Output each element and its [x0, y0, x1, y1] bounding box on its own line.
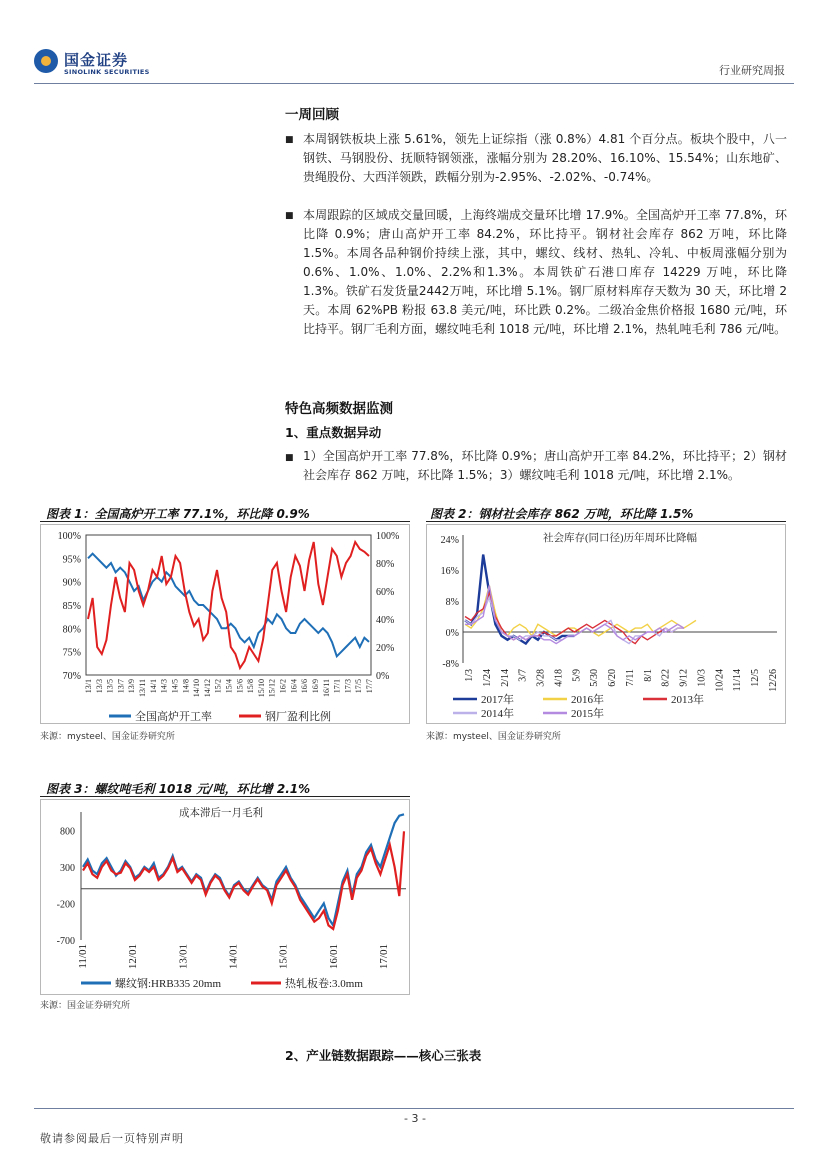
chart2-legend-label: 2017年 [481, 694, 514, 706]
chart2-x-tick: 1/3 [464, 669, 475, 682]
chart2-x-tick: 2/14 [499, 669, 511, 687]
chart1-y-left-tick: 85% [62, 601, 81, 612]
chart3-x-tick: 13/01 [177, 944, 190, 970]
monitor-bullet-text: 1）全国高炉开工率 77.8%，环比降 0.9%；唐山高炉开工率 84.2%，环比持平；2）钢材社会库存 862 万吨，环比降 1.5%；3）螺纹吨毛利 1018 元/吨，环比增 2.1%。 [303, 449, 787, 482]
chart1-x-tick: 13/3 [94, 679, 104, 694]
figure-3-source: 来源：国金证券研究所 [40, 1001, 131, 1011]
chart1-x-tick: 13/11 [138, 679, 148, 697]
chart1-x-tick: 15/2 [213, 679, 223, 694]
chart2-x-tick: 7/11 [624, 669, 636, 687]
chart1-series-line-0 [88, 554, 369, 657]
chart1-y-right-tick: 40% [376, 615, 395, 626]
chart3-x-tick: 11/01 [77, 944, 89, 969]
chart2-x-tick: 8/1 [642, 669, 654, 682]
section-title-monitor: 特色高频数据监测 [285, 401, 393, 417]
figure-1-source: 来源：mysteel、国金证券研究所 [40, 732, 175, 742]
section-title-review: 一周回顾 [285, 107, 339, 123]
chart1-x-tick: 14/1 [148, 679, 158, 694]
chart2-x-tick: 12/5 [750, 669, 762, 687]
chart2-x-tick: 5/30 [589, 669, 601, 687]
chart3-y-tick: 300 [60, 862, 75, 874]
chart2-series-line-4 [465, 586, 684, 644]
chart3-y-tick: 800 [60, 826, 75, 838]
chart3-x-tick: 14/01 [227, 944, 240, 970]
figure-1-rule [40, 521, 410, 522]
chart3-title: 成本滞后一月毛利 [179, 808, 263, 819]
chart2-y-tick: 24% [440, 535, 459, 546]
chart1-x-tick: 15/8 [246, 679, 256, 694]
chart1-x-tick: 14/8 [181, 679, 191, 694]
chart3-x-tick: 17/01 [378, 944, 390, 970]
chart2-legend-label: 2014年 [481, 708, 514, 720]
review-paragraph-2: 本周跟踪的区域成交量回暖，上海终端成交量环比增 17.9%。全国高炉开工率 77.8%，环比降 0.9%；唐山高炉开工率 84.2%，环比持平。钢材社会库存 862 万吨，环比降 1.5%。本周各品种钢价持续上涨，其中，螺纹、线材、热轧、冷轧、中板周涨幅分别为 0.6%、1.0%、1.0%、2.2%和1.3%。本周铁矿石港口库存 14229 万吨，环比降 1.3%。铁矿石发货量2442万吨，环比增 5.1%。钢厂原材料库存天数为 30 天，环比增 2 天。本周 62%PB 粉报 63.8 美元/吨，环比跌 0.2%。二级冶金焦价格报 1680 元/吨，环比持平。钢厂毛利方面，螺纹吨毛利 1018 元/吨，环比增 2.1%，热轧吨毛利 786 元/吨。 [303, 208, 787, 336]
chart2-x-tick: 3/7 [517, 669, 529, 682]
chart1-y-right-tick: 0% [376, 671, 390, 682]
chart2-legend-label: 2016年 [571, 694, 604, 706]
chart1-x-tick: 16/9 [310, 679, 320, 694]
chart1-x-tick: 17/5 [354, 679, 364, 694]
chart2-x-tick: 3/28 [535, 669, 547, 687]
chart2-y-tick: -8% [442, 659, 459, 670]
chart1-y-left-tick: 90% [62, 577, 81, 589]
chart1-y-right-tick: 60% [376, 587, 395, 598]
chart1-legend-label: 钢厂盈利比例 [265, 711, 331, 723]
report-type: 行业研究周报 [719, 64, 785, 77]
chart2-x-tick: 11/14 [732, 669, 744, 692]
chart1-y-left-tick: 80% [62, 624, 81, 636]
chart2-x-tick: 5/9 [571, 669, 583, 682]
chart3-x-tick: 16/01 [327, 944, 340, 970]
figure-2-rule [426, 521, 786, 522]
chart1-x-tick: 15/12 [267, 679, 277, 698]
header-divider [34, 83, 794, 84]
chart2-x-tick: 9/12 [678, 669, 690, 687]
section-title-chain: 2、产业链数据跟踪——核心三张表 [285, 1048, 482, 1063]
chart1-x-tick: 13/9 [127, 679, 137, 694]
chart2-title: 社会库存(同口径)历年周环比降幅 [543, 533, 697, 544]
chart2-x-tick: 6/20 [607, 669, 619, 687]
chart2-series-line-0 [465, 555, 574, 644]
chart1-x-tick: 16/4 [289, 679, 299, 694]
chart2-x-tick: 4/18 [553, 669, 565, 687]
chart1-y-left-tick: 75% [62, 647, 81, 659]
chart1-series-line-1 [88, 542, 369, 668]
chart3-series-line-1 [83, 831, 404, 929]
chart1-y-left-tick: 95% [62, 554, 81, 566]
chart1-x-tick: 15/6 [235, 679, 245, 694]
brand-name-cn: 国金证券 [64, 51, 129, 69]
footer-disclaimer: 敬请参阅最后一页特别声明 [40, 1132, 184, 1145]
chart1-x-tick: 13/7 [116, 679, 126, 694]
chart3-legend-label: 热轧板卷:3.0mm [285, 978, 363, 990]
subsection-title-key-data: 1、重点数据异动 [285, 425, 382, 440]
company-logo-icon [34, 49, 58, 73]
figure-2-chart [426, 524, 786, 724]
chart1-x-tick: 14/10 [192, 679, 202, 698]
chart2-x-tick: 8/22 [660, 669, 672, 687]
chart3-y-tick: -700 [56, 936, 75, 947]
brand-name-en: SINOLINK SECURITIES [64, 68, 150, 76]
chart2-x-tick: 10/3 [696, 669, 708, 687]
chart2-legend-label: 2015年 [571, 708, 604, 720]
chart1-x-tick: 15/4 [224, 679, 234, 694]
page-number: - 3 - [404, 1112, 426, 1125]
figure-1-svg [41, 525, 409, 723]
chart1-y-right-tick: 20% [376, 643, 395, 654]
figure-2-source: 来源：mysteel、国金证券研究所 [426, 732, 561, 742]
chart1-x-tick: 16/6 [300, 679, 310, 694]
figure-2-title: 图表 2：钢材社会库存 862 万吨，环比降 1.5% [430, 507, 694, 521]
chart1-x-tick: 17/1 [332, 679, 342, 694]
chart1-x-tick: 17/7 [365, 679, 374, 694]
chart3-y-tick: -200 [56, 899, 75, 911]
chart1-y-right-tick: 80% [376, 559, 395, 570]
chart1-legend-label: 全国高炉开工率 [135, 711, 212, 723]
chart1-x-tick: 14/5 [170, 679, 180, 694]
figure-1-title: 图表 1：全国高炉开工率 77.1%，环比降 0.9% [46, 507, 310, 521]
chart1-x-tick: 13/1 [84, 679, 93, 694]
chart1-x-tick: 13/5 [105, 679, 115, 694]
figure-3-title: 图表 3：螺纹吨毛利 1018 元/吨，环比增 2.1% [46, 782, 311, 796]
chart2-x-tick: 10/24 [714, 669, 726, 692]
bullet-icon: ■ [285, 211, 294, 221]
chart1-plot-frame [86, 535, 371, 675]
figure-3-svg [41, 800, 409, 994]
chart3-x-tick: 12/01 [127, 944, 140, 970]
figure-3-rule [40, 796, 410, 797]
chart1-y-right-tick: 100% [376, 531, 400, 542]
chart1-x-tick: 14/3 [159, 679, 169, 694]
footer-divider [34, 1108, 794, 1109]
chart2-y-tick: 16% [440, 566, 459, 577]
chart2-legend-label: 2013年 [671, 694, 704, 706]
chart1-y-left-tick: 100% [57, 531, 81, 542]
bullet-icon: ■ [285, 453, 294, 463]
chart2-x-tick: 1/24 [481, 669, 493, 687]
chart1-y-left-tick: 70% [62, 671, 81, 682]
chart2-x-tick: 12/26 [768, 669, 779, 692]
figure-3-chart [40, 799, 410, 995]
bullet-icon: ■ [285, 135, 294, 145]
chart1-x-tick: 17/3 [343, 679, 353, 694]
figure-2-svg [427, 525, 785, 723]
chart2-y-tick: 8% [445, 597, 459, 608]
review-paragraph-1: 本周钢铁板块上涨 5.61%，领先上证综指（涨 0.8%）4.81 个百分点。板块个股中，八一钢铁、马钢股份、抚顺特钢领涨，涨幅分别为 28.20%、16.10%、15.54%；山东地矿、贵绳股份、大西洋领跌，跌幅分别为-2.95%、-2.02%、-0.74%。 [303, 132, 787, 184]
chart1-x-tick: 15/10 [256, 679, 266, 698]
chart3-x-tick: 15/01 [277, 944, 290, 970]
figure-1-chart [40, 524, 410, 724]
chart2-y-tick: 0% [445, 628, 459, 639]
chart1-x-tick: 16/11 [321, 679, 331, 697]
chart1-x-tick: 16/2 [278, 679, 288, 694]
chart3-legend-label: 螺纹钢:HRB335 20mm [115, 978, 222, 990]
chart1-x-tick: 14/12 [202, 679, 212, 698]
